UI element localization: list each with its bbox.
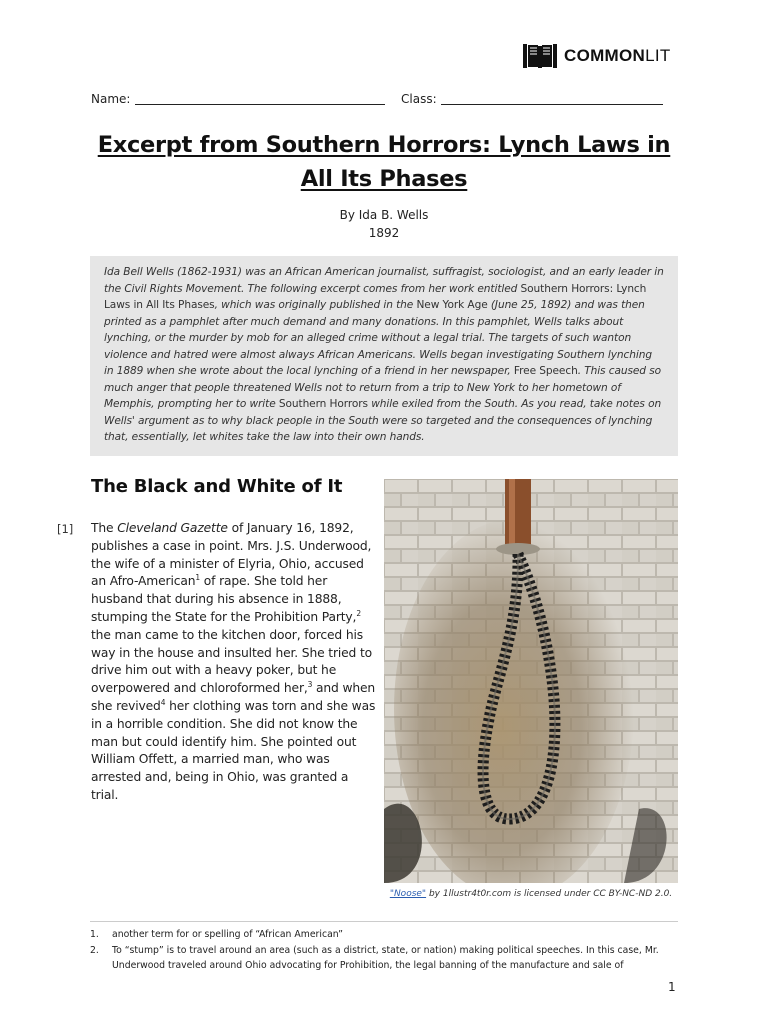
paragraph-text: of January 16, 1892, publishes a case in point. Mrs. J.S. Underwood, the wife of a minister of Elyria, Ohio, accused an Afro-American [91, 521, 372, 589]
name-label: Name: [91, 92, 131, 106]
name-field[interactable] [135, 104, 385, 105]
paragraph-text: the man came to the kitchen door, forced his way in the house and insulted her. She tried to drive him out with a heavy poker, but he overpowered and chloroformed her, [91, 627, 372, 696]
footnote-number: 2. [90, 944, 99, 956]
image-caption [384, 889, 678, 899]
intro-text: Ida Bell Wells (1862-1931) was an African American journalist, suffragist, sociologist, and an early leader in the Civil Rights Movement. The following excerpt comes from her work entitled [104, 266, 664, 295]
footnote-text: To “stump” is to travel around an area (such as a district, state, or nation) making political speeches. In this case, Mr. Underwood traveled around Ohio advocating for Prohibition, the legal banning of the manufacture and sale of [112, 944, 659, 971]
caption-license: by 1llustr4t0r.com is licensed under CC BY-NC-ND 2.0. [426, 889, 673, 899]
student-info-fields [91, 90, 663, 108]
noose-photo [384, 479, 678, 883]
page-title [90, 128, 678, 196]
logo-wordmark: COMMONLIT [564, 46, 671, 65]
introduction-box [90, 256, 678, 456]
page-number: 1 [668, 980, 676, 994]
footnote-text: another term for or spelling of “African American” [112, 929, 343, 940]
footnote-item [90, 943, 680, 974]
intro-work-title: Southern Horrors: Lynch Laws in All Its Phases [104, 282, 647, 311]
footnote-item [90, 927, 680, 943]
intro-text: . This caused so much anger that people threatened Wells not to return from a trip to New York to her hometown of Memphis, prompting her to write [104, 365, 661, 410]
title-line-2: All Its Phases [300, 166, 468, 192]
footnote-ref[interactable]: 3 [307, 680, 313, 690]
author: By Ida B. Wells [339, 208, 429, 222]
paragraph-number: [1] [57, 522, 74, 536]
intro-newspaper: Free Speech [513, 365, 578, 377]
footnotes [90, 927, 680, 974]
paragraph-text: of rape. She told her husband that during his absence in 1888, stumping the State for the Prohibition Party, [91, 574, 357, 624]
commonlit-logo [522, 42, 671, 70]
title-line-1: Excerpt from Southern Horrors: Lynch Laws in [97, 132, 671, 158]
newspaper-title: Cleveland Gazette [117, 521, 228, 535]
paragraph-1 [91, 520, 376, 805]
image-source-link[interactable]: "Noose" [389, 889, 427, 899]
footnote-divider [90, 921, 678, 922]
open-book-icon [522, 42, 558, 70]
noose-illustration [384, 479, 678, 883]
class-label: Class: [401, 92, 437, 106]
paragraph-text: her clothing was torn and she was in a horrible condition. She did not know the man but could identify him. She pointed out William Offett, a married man, who was arrested and, being in Ohio, was granted a trial. [91, 698, 376, 802]
intro-newspaper: New York Age [416, 299, 488, 311]
paragraph-text: and when she revived [91, 681, 376, 713]
intro-text: , which was originally published in the [214, 299, 417, 311]
byline [90, 206, 678, 242]
footnote-ref[interactable]: 4 [160, 697, 166, 707]
intro-text: (June 25, 1892) and was then printed as a pamphlet after much demand and many donations. In this pamphlet, Wells talks about lynching, or the murder by mob for an alleged crime without a legal trial. The targets of such wanton violence and hatred were almost always African Americans. Wells began investigating Southern lynching in 1889 when she wrote about the local lynching of a friend in her newspaper, [104, 299, 652, 377]
footnote-ref[interactable]: 2 [356, 608, 361, 618]
publication-year: 1892 [368, 226, 400, 240]
intro-work-title: Southern Horrors [278, 398, 368, 410]
footnote-number: 1. [90, 929, 99, 940]
section-heading: The Black and White of It [91, 476, 343, 497]
footnote-ref[interactable]: 1 [195, 573, 200, 583]
paragraph-text: The [91, 521, 118, 535]
intro-text: while exiled from the South. As you read, take notes on Wells' argument as to why black people in the South were so targeted and the consequences of lynching that, essentially, let whites take the law into their own hands. [104, 398, 662, 443]
class-field[interactable] [441, 104, 663, 105]
